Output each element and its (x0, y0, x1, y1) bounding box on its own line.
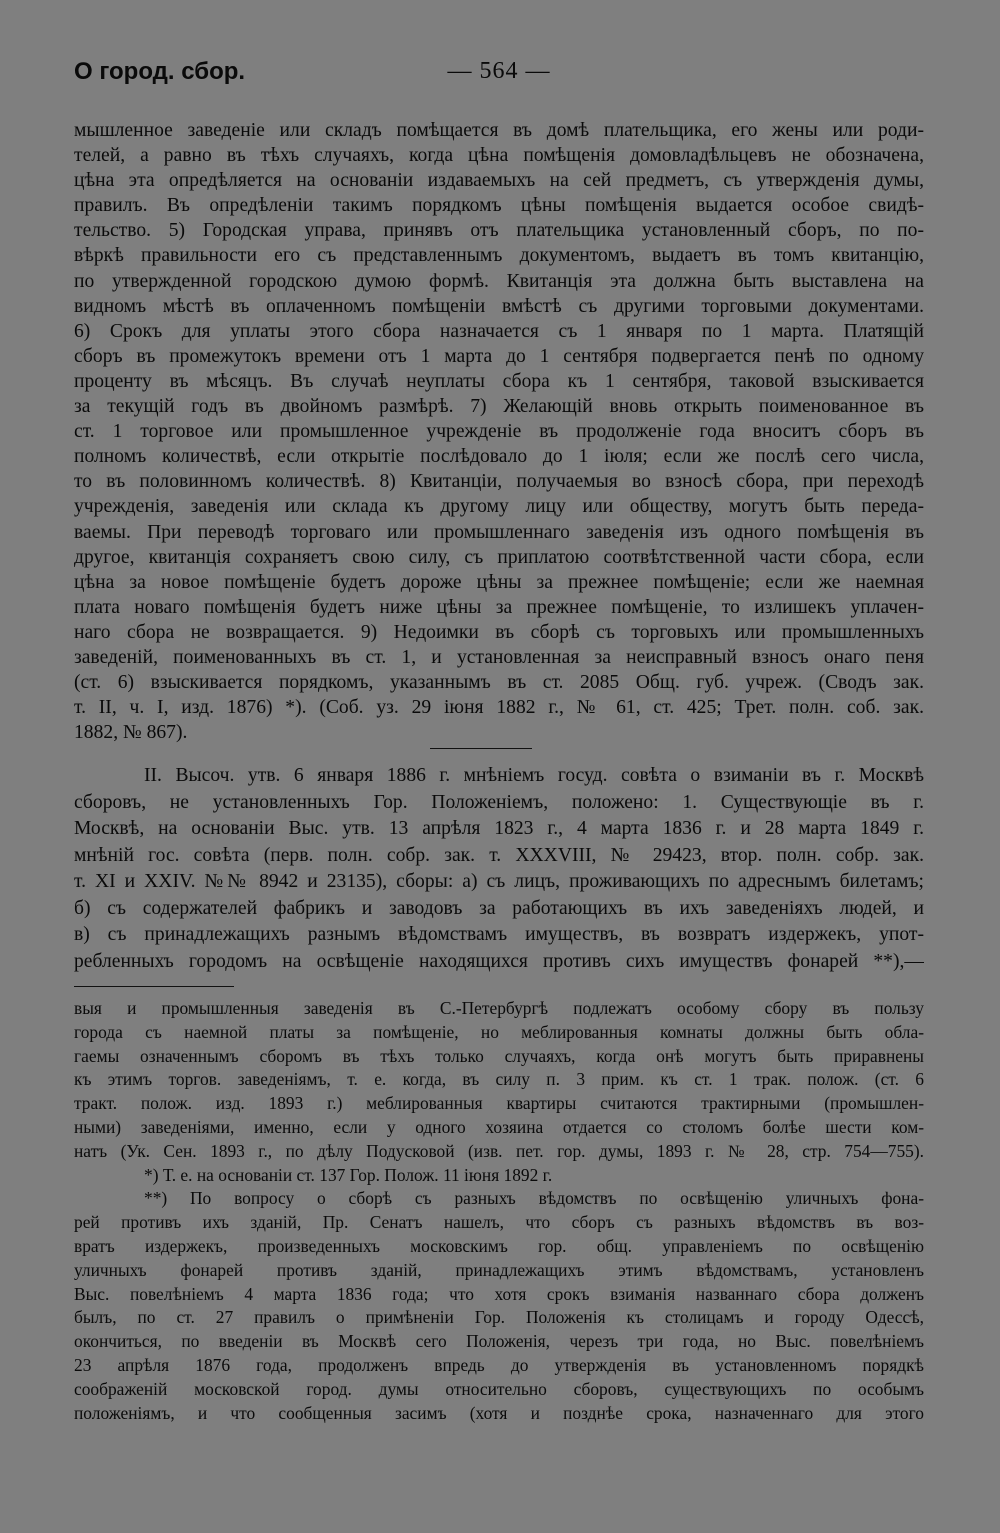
footnote-separator (74, 986, 234, 987)
text-line: то въ половинномъ количествѣ. 8) Квитанціи, получаемыя во взносѣ сбора, при переходѣ (74, 471, 924, 493)
footnote-line: окончиться, по введеніи въ Москвѣ сего Положенія, черезъ три года, но Выс. повелѣніемъ (74, 1331, 924, 1352)
footnote-line: гаемы означеннымъ сборомъ въ тѣхъ только случаяхъ, когда онѣ могутъ быть приравнены (74, 1045, 924, 1066)
text-line: ваемы. При переводѣ торговаго или промышленнаго заведенія изъ одного помѣщенія въ (74, 521, 924, 543)
footnote-line: *) Т. е. на основаніи ст. 137 Гор. Полож. 11 іюня 1892 г. (144, 1164, 553, 1185)
footnote-line: ными) заведеніями, именно, если у одного хозяина отдается со столомъ болѣе шести ком- (74, 1116, 924, 1137)
footnote-line: былъ, по ст. 27 правилъ о примѣненіи Гор. Положенія къ столицамъ и городу Одессѣ, (74, 1307, 924, 1328)
text-line: проценту въ мѣсяцъ. Въ случаѣ неуплаты сбора къ 1 сентября, таковой взыскивается (74, 370, 924, 392)
footnote-line: города съ наемной платы за помѣщеніе, но меблированныя комнаты должны быть обла- (74, 1021, 924, 1042)
text-line: другое, квитанція сохраняетъ свою силу, съ приплатою соотвѣтственной части сбора, если (74, 546, 924, 568)
text-line: 6) Срокъ для уплаты этого сбора назначается съ 1 января по 1 марта. Платящій (74, 320, 924, 342)
section-ii-text (74, 763, 924, 975)
text-line: сборовъ, не установленныхъ Гор. Положеніемъ, положено: 1. Существующіе въ г. (74, 791, 924, 813)
text-line: ст. 1 торговое или промышленное учрежденіе въ продолженіе года вноситъ сборъ въ (74, 421, 924, 443)
text-line: телей, а равно въ тѣхъ случаяхъ, когда цѣна помѣщенія домовладѣльцевъ не обозначена, (74, 145, 924, 167)
page-number: — 564 — (447, 58, 551, 84)
text-line: ребленныхъ городомъ на освѣщеніе находящихся противъ сихъ имуществъ фонарей **),— (74, 950, 924, 972)
main-text (74, 118, 924, 745)
text-line: учрежденія, заведенія или склада къ другому лицу или обществу, могутъ быть переда- (74, 496, 924, 518)
text-line: б) съ содержателей фабрикъ и заводовъ за работающихъ въ ихъ заведеніяхъ людей, и (74, 897, 924, 919)
footnote-line: къ этимъ торгов. заведеніямъ, т. е. когда, въ силу п. 3 прим. къ ст. 1 трак. полож. (ст. 6 (74, 1069, 924, 1090)
footnote-line: **) По вопросу о сборѣ съ разныхъ вѣдомствъ по освѣщенію уличныхъ фона- (144, 1188, 924, 1209)
text-line: сборъ въ промежутокъ времени отъ 1 марта до 1 сентября подвергается пенѣ по одному (74, 345, 924, 367)
text-line: мнѣній гос. совѣта (перв. полн. собр. зак. т. XXXVIII, № 29423, втор. полн. собр. зак. (74, 844, 924, 866)
footnote-line: рей противъ ихъ зданій, Пр. Сенатъ нашелъ, что сборъ съ разныхъ вѣдомствъ въ воз- (74, 1212, 924, 1233)
text-line: цѣна эта опредѣляется на основаніи издаваемыхъ на сей предметъ, съ утвержденія думы, (74, 170, 924, 192)
text-line: заведеній, поименованныхъ въ ст. 1, и установленная за неисправный взносъ онаго пеня (74, 646, 924, 668)
page-header (74, 58, 924, 94)
text-line: II. Высоч. утв. 6 января 1886 г. мнѣніемъ госуд. совѣта о взиманіи въ г. Москвѣ (144, 765, 924, 786)
text-line: мышленное заведеніе или складъ помѣщается въ домѣ плательщика, его жены или роди- (74, 120, 924, 141)
footnote-line: натъ (Ук. Сен. 1893 г., по дѣлу Подусковой (изв. пет. гор. думы, 1893 г. № 28, стр. 754—755). (74, 1140, 924, 1161)
text-line: 1882, № 867). (74, 722, 188, 744)
text-line: по утвержденной городскою думою формѣ. Квитанція эта должна быть выставлена на (74, 270, 924, 292)
section-separator (430, 748, 532, 749)
text-line: (ст. 6) взыскивается порядкомъ, указаннымъ въ ст. 2085 Общ. губ. учреж. (Сводъ зак. (74, 672, 924, 694)
footnote-line: выя и промышленныя заведенія въ С.-Петербургѣ подлежатъ особому сбору въ пользу (74, 998, 924, 1018)
text-line: правилъ. Въ опредѣленіи такимъ порядкомъ цѣны помѣщенія выдается особое свидѣ- (74, 195, 924, 217)
footnote-line: тракт. полож. изд. 1893 г.) меблированныя квартиры считаются трактирными (промышлен- (74, 1093, 924, 1114)
text-line: вѣркѣ правильности его съ представленнымъ документомъ, выдаетъ въ томъ квитанцію, (74, 245, 924, 267)
text-line: Москвѣ, на основаніи Выс. утв. 13 апрѣля 1823 г., 4 марта 1836 г. и 28 марта 1849 г. (74, 818, 924, 839)
text-line: плата новаго помѣщенія будетъ ниже цѣны за прежнее помѣщеніе, то излишекъ уплачен- (74, 596, 924, 618)
footnote-line: положеніямъ, и что сообщенныя засимъ (хотя и позднѣе срока, назначеннаго для этого (74, 1402, 924, 1423)
footnote-line: уличныхъ фонарей противъ зданій, принадлежащихъ этимъ вѣдомствамъ, установленъ (74, 1259, 924, 1280)
text-line: т. XI и XXIV. №№ 8942 и 23135), сборы: а) съ лицъ, проживающихъ по адреснымъ билетамъ; (74, 871, 924, 892)
text-line: тельство. 5) Городская управа, принявъ отъ плательщика установленный сборъ, по по- (74, 220, 924, 242)
text-line: в) съ принадлежащихъ разнымъ вѣдомствамъ имуществъ, въ возвратъ издержекъ, упот- (74, 924, 924, 945)
text-line: за текущій годъ въ двойномъ размѣрѣ. 7) Желающій вновь открыть поименованное въ (74, 396, 924, 418)
running-title: О город. сбор. (74, 58, 246, 85)
text-line: т. II, ч. I, изд. 1876) *). (Соб. уз. 29 іюня 1882 г., № 61, ст. 425; Трет. полн. соб. зак. (74, 697, 924, 719)
text-line: видномъ мѣстѣ въ оплаченномъ помѣщеніи вмѣстѣ съ другими торговыми документами. (74, 295, 924, 317)
footnote-line: соображеній московской город. думы относительно сборовъ, существующихъ по особымъ (74, 1378, 924, 1399)
text-line: полномъ количествѣ, если открытіе послѣдовало до 1 іюля; если же послѣ сего числа, (74, 446, 924, 468)
footnote-line: вратъ издержекъ, произведенныхъ московскимъ гор. общ. управленіемъ по освѣщенію (74, 1235, 924, 1256)
footnote-line: 23 апрѣля 1876 года, продолженъ впредь до утвержденія въ установленномъ порядкѣ (74, 1354, 924, 1375)
text-line: цѣна за новое помѣщеніе будетъ дороже цѣны за прежнее помѣщеніе; если же наемная (74, 571, 924, 593)
footnotes (74, 997, 924, 1425)
footnote-line: Выс. повелѣніемъ 4 марта 1836 года; что хотя срокъ взиманія названнаго сбора долженъ (74, 1283, 924, 1304)
text-line: наго сбора не возвращается. 9) Недоимки въ сборѣ съ торговыхъ или промышленныхъ (74, 621, 924, 643)
